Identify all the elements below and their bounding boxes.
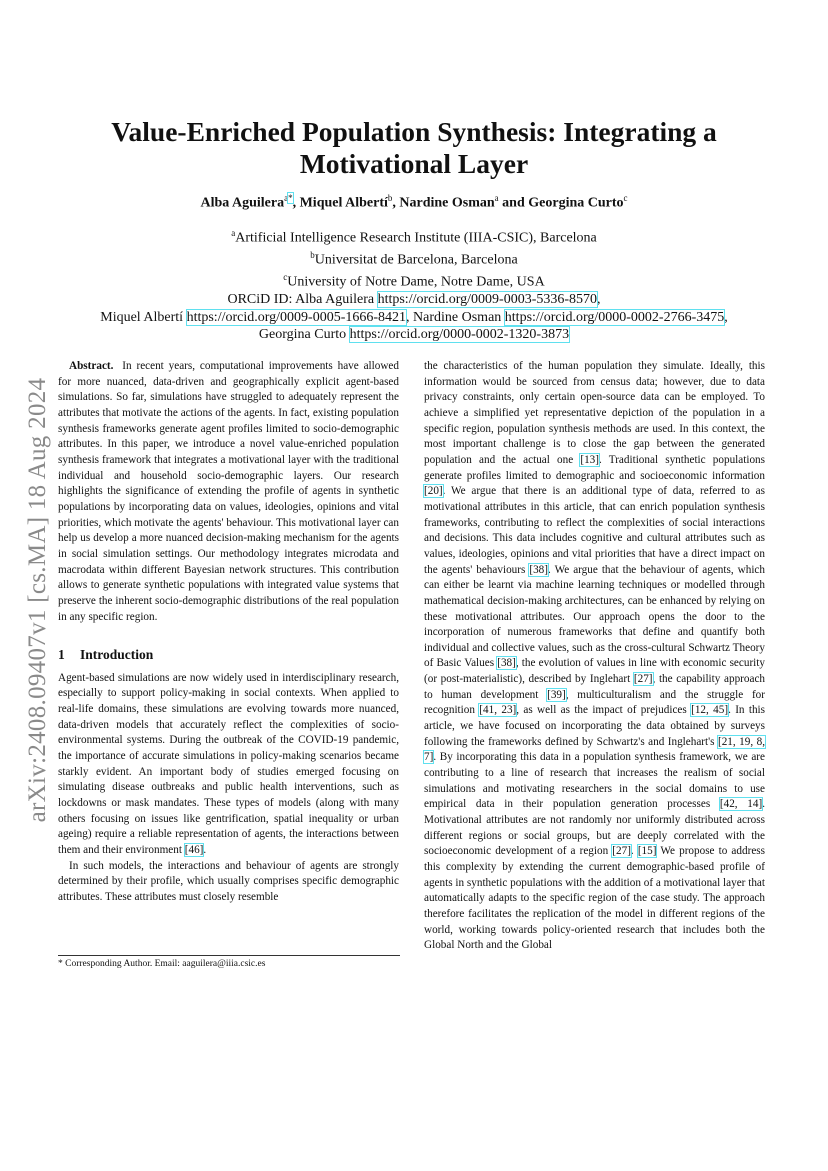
citation-link[interactable]: [41, 23]: [479, 704, 517, 717]
affil-mark: b: [310, 250, 315, 261]
abstract: [58, 359, 399, 625]
footnote-divider: [58, 955, 400, 956]
paragraph-text: , the capability approach to human development: [424, 673, 766, 701]
author-name: Miquel Albertí: [299, 195, 388, 211]
footnote: * Corresponding Author. Email: aaguilera@iiia.csic.es: [58, 959, 266, 969]
affiliation-c: [40, 269, 788, 291]
orcid-line-3: [40, 326, 788, 344]
orcid-line-1: ORCiD ID: Alba Aguilera https://orcid.org/0009-0003-5336-8570,: [227, 292, 601, 308]
paragraph: [58, 859, 399, 906]
orcid-link[interactable]: https://orcid.org/0000-0002-2766-3475: [504, 309, 725, 325]
author-affil-mark: b: [387, 193, 393, 203]
paragraph-text: Agent-based simulations are now widely used in interdisciplinary research, especially to support policy-making in social contexts. When applied to real-life domains, these simulations are evolving towards more nuanced, data-driven models that accurately reflect the complexities of socio-environmental systems. During the outbreak of the COVID-19 pandemic, the importance of accurate simulations in policy-making scenarios became starkly evident. An important body of studies emerged focusing on simulating disease outbreaks and public health interventions, such as lockdowns or mask mandates. These types of models (along with many others focusing on issues like gentrification, spatial inequality or urban ageing) require a reliable representation of agents, the interactions between them and their environment: [58, 671, 399, 857]
paragraph-text: .: [203, 844, 207, 857]
paragraph-text: , the evolution of values in line with economic security (or post-materialistic), described by Inglehart: [424, 657, 765, 686]
author-list: Alba Aguilera$^{a*}$, Miquel Albertí$^b$, Nardine Osman$^a$ and Georgina Curto$^c$: [200, 193, 628, 211]
orcid-name: Nardine Osman: [413, 309, 502, 325]
paragraph-text: . In this article, we have focused on incorporating the data obtained by surveys following the frameworks defined by Schwartz's and Inglehart's: [424, 704, 766, 748]
orcid-name: Miquel Albertí: [100, 309, 184, 325]
paragraph-text: . Motivational attributes are not randomly nor uniformly distributed across different regions or social groups, but are deeply correlated with the socioeconomic development of a region: [424, 798, 766, 858]
affiliations: [40, 225, 788, 344]
section-title: Introduction: [80, 647, 154, 663]
right-column: [424, 359, 765, 954]
affil-text: Artificial Intelligence Research Institute (IIIA-CSIC), Barcelona: [235, 230, 597, 246]
orcid-link[interactable]: https://orcid.org/0009-0005-1666-8421: [186, 309, 407, 325]
abstract-label: Abstract.: [69, 360, 114, 372]
paragraph: [424, 359, 765, 954]
orcid-prefix: ORCiD ID: Alba Aguilera: [227, 292, 375, 308]
author-name: Nardine Osman: [399, 195, 495, 211]
affil-text: University of Notre Dame, Notre Dame, USA: [287, 274, 545, 290]
paragraph-text: the characteristics of the human population they simulate. Ideally, this information would be sourced from census data; however, due to data privacy constraints, only certain open-source data can be employed. To achieve a simplified yet representative depiction of the population in a specific region, population synthesis methods are used. In this context, the most important challenge is to close the gap between the generated population and the actual one: [424, 360, 765, 466]
orcid-line-2: Miquel Albertí https://orcid.org/0009-0005-1666-8421, Nardine Osman https://orcid.org/0000-0002-2766-3475,: [100, 309, 728, 325]
citation-link[interactable]: [27]: [633, 673, 653, 686]
arxiv-stamp: [20, 350, 56, 850]
affil-mark: a: [231, 228, 236, 238]
affiliation-b: [40, 247, 788, 269]
citation-link[interactable]: [46]: [184, 844, 204, 857]
paragraph-text: . We argue that the behaviour of agents, which can either be learnt via machine learning techniques or modelled through mathematical decision-making architectures, can be enhanced by relying on these motivational attributes. Our approach opens the door to the incorporation of numerous frameworks that define and quantify both individual and collective values, such as the cross-cultural Schwartz Theory of Basic Values: [424, 563, 765, 670]
paper-title: Value-Enriched Population Synthesis: Integrating a Motivational Layer: [111, 116, 717, 179]
section-heading: [58, 647, 399, 663]
orcid-link[interactable]: https://orcid.org/0000-0002-1320-3873: [349, 327, 570, 343]
author-affil-mark: a: [284, 193, 289, 203]
abstract-text: In recent years, computational improvements have allowed for more nuanced, data-driven and geographically explicit agent-based simulations. So far, simulations have struggled to adequately represent the attributes that motivate the actions of the agents. In fact, existing population synthesis frameworks generate agent profiles limited to socio-demographic attributes. In this paper, we introduce a novel value-enriched population synthesis framework that integrates a motivational layer with the traditional individual and household socio-demographic layers. Our research highlights the significance of extending the profile of agents in synthetic populations by incorporating data on values, ideologies, opinions and vital priorities, which motivate the agents' behaviour. This motivational layer can help us develop a more nuanced decision-making mechanism for the agents in social simulation settings. Our methodology integrates microdata and macrodata within different Bayesian network structures. This contribution allows to generate synthetic populations with integrated value systems that preserve the inherent socio-demographic distributions of the real population in any specific region.: [58, 360, 399, 623]
paragraph: [58, 671, 399, 859]
citation-link[interactable]: [15]: [637, 845, 657, 858]
paragraph-text: In such models, the interactions and behaviour of agents are strongly determined by their profile, which usually comprises specific demographic attributes. These attributes must closely resemble: [58, 859, 399, 903]
affil-text: Universitat de Barcelona, Barcelona: [314, 252, 518, 268]
citation-link[interactable]: [38]: [497, 657, 516, 670]
citation-link[interactable]: [42, 14]: [719, 798, 763, 811]
paragraph-text: , multiculturalism and the struggle for recognition: [424, 688, 765, 717]
paragraph-text: We propose to address this complexity by extending the current demographic-based profile of agents in synthetic populations with the addition of a motivational layer that automatically adapts to the specific region of the case study. The approach therefore facilitates the replication of the model in different regions of the world, working towards policy-oriented research that includes both the Global North and the Global: [424, 845, 765, 952]
section-number: 1: [58, 647, 65, 663]
paragraph-text: . By incorporating this data in a population synthesis framework, we are contributing to a line of research that increases the realism of social simulations and motivating researchers in the social domains to use empirical data in their population generation processes: [424, 751, 765, 811]
paragraph-text: . Traditional synthetic populations generate profiles limited to demographic and socioeconomic information: [424, 453, 765, 482]
paragraph-text: . We argue that there is an additional type of data, referred to as motivational attributes in this article, that can enrich population synthesis frameworks, contributing to reflect the complexities of social interactions and decisions. This data includes cognitive and cultural attributes such as values, ideologies, opinions and vital priorities that have a direct impact on the agents' behaviours: [424, 485, 765, 576]
corresponding-author-link[interactable]: *: [288, 193, 293, 203]
orcid-link[interactable]: https://orcid.org/0009-0003-5336-8570: [377, 292, 598, 308]
orcid-name: Georgina Curto: [258, 327, 347, 343]
citation-link[interactable]: [20]: [424, 485, 443, 498]
author-and: and: [502, 195, 525, 211]
affil-mark: c: [283, 272, 288, 283]
author-affil-mark: c: [623, 193, 628, 203]
left-column: [58, 359, 399, 906]
author-affil-mark: a: [494, 193, 499, 203]
citation-link[interactable]: [13]: [580, 453, 599, 466]
affiliation-a: [40, 225, 788, 247]
paragraph-text: .: [630, 845, 634, 858]
author-name: Alba Aguilera: [200, 195, 285, 211]
arxiv-id: arXiv:2408.09407v1 [cs.MA] 18 Aug 2024: [24, 377, 51, 823]
citation-link[interactable]: [38]: [529, 563, 548, 576]
paragraph-text: , as well as the impact of prejudices: [516, 704, 687, 717]
citation-link[interactable]: [39]: [547, 688, 566, 701]
author-name: Georgina Curto: [528, 195, 624, 211]
citation-link[interactable]: [12, 45]: [691, 704, 729, 717]
citation-link[interactable]: [27]: [612, 845, 631, 858]
citation-link[interactable]: [21, 19, 8, 7]: [424, 735, 766, 764]
